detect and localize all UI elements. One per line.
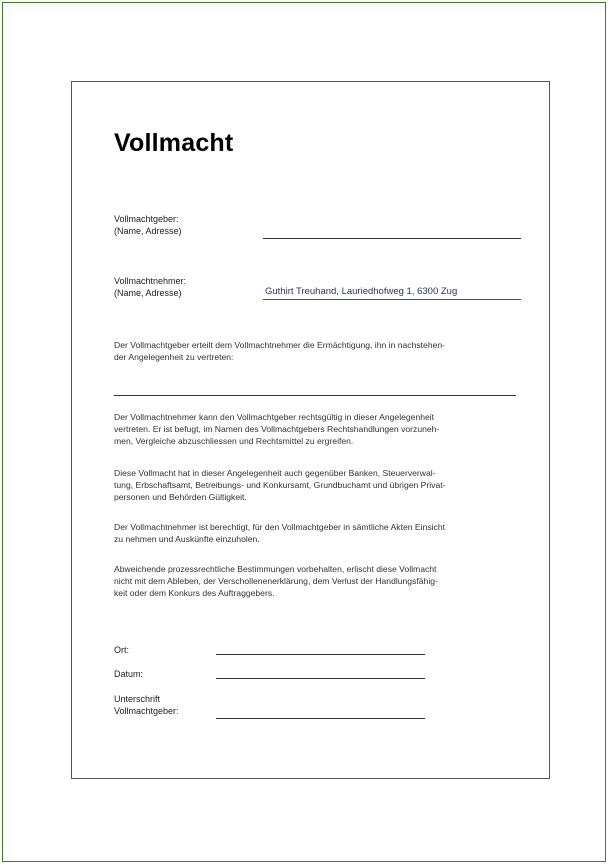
- signature-label: [114, 694, 179, 717]
- paragraph-4: [114, 563, 524, 599]
- agent-label-line1: Vollmachtnehmer:: [114, 276, 187, 286]
- paragraph-3-line-1: Der Vollmachtnehmer ist berechtigt, für den Vollmachtgeber in sämtliche Akten Einsicht: [114, 522, 446, 532]
- agent-input-line[interactable]: [263, 299, 521, 300]
- paragraph-1: [114, 411, 524, 447]
- paragraph-2-line-3: personen und Behörden Gültigkeit.: [114, 492, 247, 502]
- document-page: [71, 81, 550, 779]
- grantor-label: [114, 214, 182, 237]
- agent-value[interactable]: Guthirt Treuhand, Lauriedhofweg 1, 6300 Zug: [265, 286, 458, 297]
- outer-frame: [2, 2, 606, 862]
- paragraph-1-line-2: vertreten. Er ist befugt, im Namen des Vollmachtgebers Rechtshandlungen vorzuneh-: [114, 424, 440, 434]
- paragraph-1-line-3: men, Vergleiche abzuschliessen und Rechtsmittel zu ergreifen.: [114, 436, 354, 446]
- date-input-line[interactable]: [216, 678, 425, 679]
- signature-input-line[interactable]: [216, 718, 425, 719]
- intro-line-2: der Angelegenheit zu vertreten:: [114, 352, 234, 362]
- place-label: Ort:: [114, 645, 129, 655]
- paragraph-2: [114, 467, 524, 503]
- intro-line-1: Der Vollmachtgeber erteilt dem Vollmachtnehmer die Ermächtigung, ihn in nachstehen-: [114, 340, 446, 350]
- document-title: Vollmacht: [114, 129, 234, 157]
- paragraph-2-line-1: Diese Vollmacht hat in dieser Angelegenheit auch gegenüber Banken, Steuerverwal-: [114, 468, 436, 478]
- signature-label-line2: Vollmachtgeber:: [114, 705, 179, 716]
- paragraph-2-line-2: tung, Erbschaftsamt, Betreibungs- und Konkursamt, Grundbuchamt und übrigen Privat-: [114, 480, 446, 490]
- date-label: Datum:: [114, 669, 144, 679]
- grantor-label-line1: Vollmachtgeber:: [114, 214, 179, 224]
- paragraph-3-line-2: zu nehmen und Auskünfte einzuholen.: [114, 534, 260, 544]
- intro-paragraph: [114, 339, 524, 363]
- paragraph-4-line-1: Abweichende prozessrechtliche Bestimmungen vorbehalten, erlischt diese Vollmacht: [114, 564, 437, 574]
- agent-label: [114, 276, 186, 299]
- grantor-input-line[interactable]: [263, 238, 521, 239]
- paragraph-4-line-2: nicht mit dem Ableben, der Verschollenenerklärung, dem Verlust der Handlungsfähig-: [114, 576, 438, 586]
- agent-label-line2: (Name, Adresse): [114, 287, 182, 298]
- grantor-label-line2: (Name, Adresse): [114, 225, 182, 236]
- signature-label-line1: Unterschrift: [114, 694, 161, 704]
- matter-input-line[interactable]: [114, 395, 516, 396]
- paragraph-1-line-1: Der Vollmachtnehmer kann den Vollmachtgeber rechtsgültig in dieser Angelegenheit: [114, 412, 435, 422]
- paragraph-4-line-3: keit oder dem Konkurs des Auftraggebers.: [114, 588, 275, 598]
- place-input-line[interactable]: [216, 654, 425, 655]
- paragraph-3: [114, 521, 524, 545]
